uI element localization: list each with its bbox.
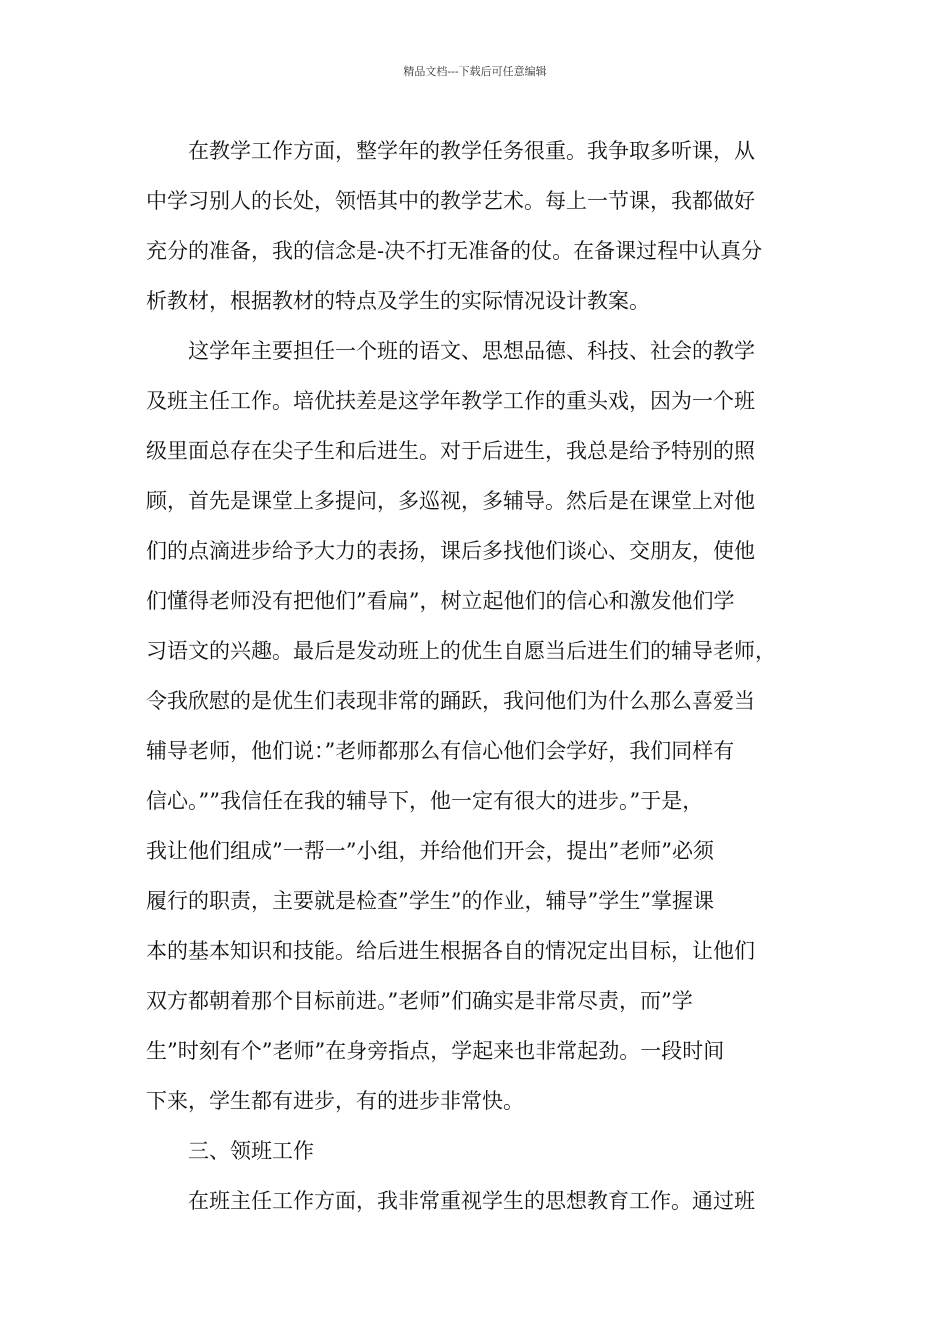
text-line: 生”时刻有个”老师”在身旁指点，学起来也非常起劲。一段时间 bbox=[146, 1039, 725, 1063]
text-line: 令我欣慰的是优生们表现非常的踊跃，我问他们为什么那么喜爱当 bbox=[146, 689, 755, 713]
text-line: 在班主任工作方面，我非常重视学生的思想教育工作。通过班 bbox=[146, 1189, 755, 1213]
text-line: 信心。””我信任在我的辅导下，他一定有很大的进步。”于是， bbox=[146, 789, 704, 813]
text-line: 履行的职责，主要就是检查”学生”的作业，辅导”学生”掌握课 bbox=[146, 889, 714, 913]
text-line: 顾，首先是课堂上多提问，多巡视，多辅导。然后是在课堂上对他 bbox=[146, 489, 755, 513]
text-line: 辅导老师，他们说：”老师都那么有信心他们会学好，我们同样有 bbox=[146, 739, 735, 763]
page-header: 精品文档---下载后可任意编辑 bbox=[403, 65, 547, 78]
section-heading: 三、领班工作 bbox=[146, 1139, 314, 1163]
text-line: 下来，学生都有进步，有的进步非常快。 bbox=[146, 1089, 524, 1113]
text-line: 充分的准备，我的信念是-决不打无准备的仗。在备课过程中认真分 bbox=[146, 239, 763, 263]
text-line: 级里面总存在尖子生和后进生。对于后进生，我总是给予特别的照 bbox=[146, 439, 755, 463]
text-line: 这学年主要担任一个班的语文、思想品德、科技、社会的教学 bbox=[146, 339, 755, 363]
text-line: 们懂得老师没有把他们”看扁”，树立起他们的信心和激发他们学 bbox=[146, 589, 735, 613]
text-line: 我让他们组成”一帮一”小组，并给他们开会，提出”老师”必须 bbox=[146, 839, 714, 863]
text-line: 析教材，根据教材的特点及学生的实际情况设计教案。 bbox=[146, 289, 650, 313]
text-line: 本的基本知识和技能。给后进生根据各自的情况定出目标，让他们 bbox=[146, 939, 755, 963]
text-line: 们的点滴进步给予大力的表扬，课后多找他们谈心、交朋友，使他 bbox=[146, 539, 755, 563]
text-line: 在教学工作方面，整学年的教学任务很重。我争取多听课，从 bbox=[146, 139, 755, 163]
text-line: 习语文的兴趣。最后是发动班上的优生自愿当后进生们的辅导老师， bbox=[146, 639, 776, 663]
text-line: 中学习别人的长处，领悟其中的教学艺术。每上一节课，我都做好 bbox=[146, 189, 755, 213]
text-line: 及班主任工作。培优扶差是这学年教学工作的重头戏，因为一个班 bbox=[146, 389, 755, 413]
text-line: 双方都朝着那个目标前进。”老师”们确实是非常尽责，而”学 bbox=[146, 989, 693, 1013]
